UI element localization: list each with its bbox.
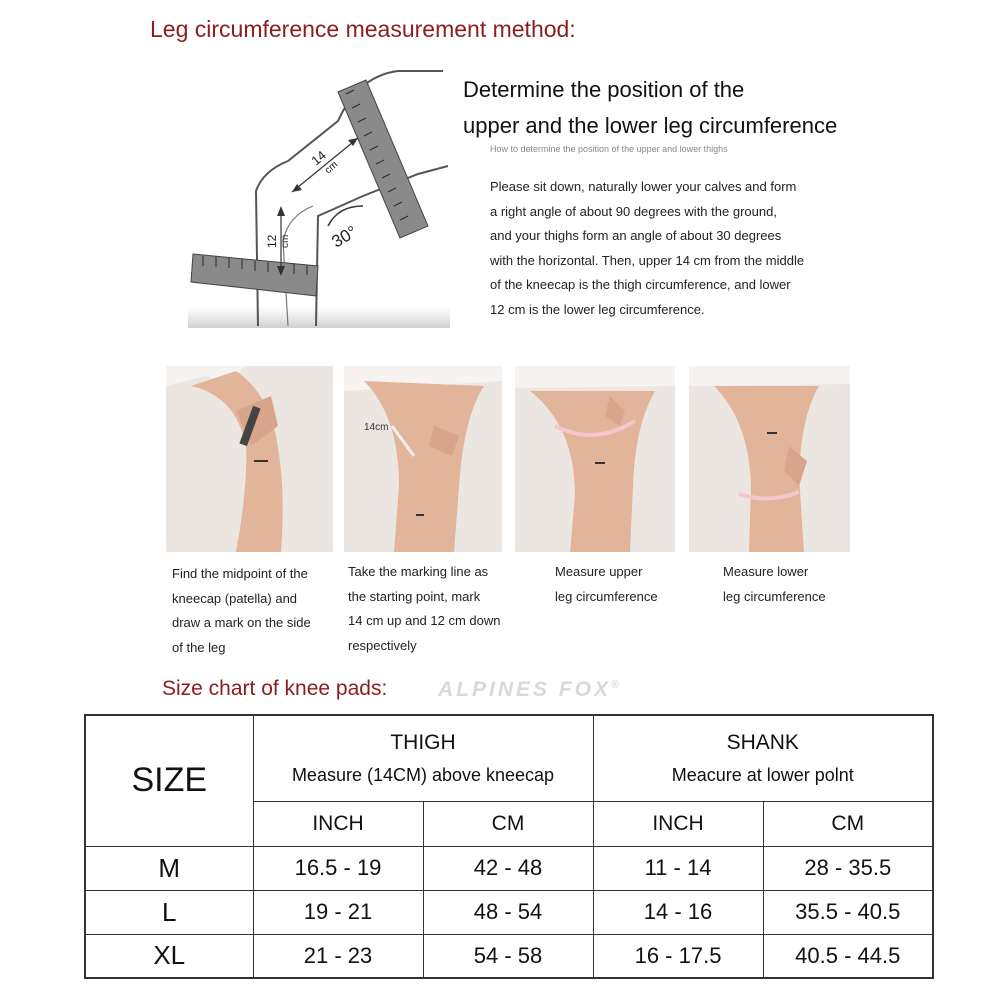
shank-title: SHANK [726, 730, 799, 754]
size-column-header: SIZE [85, 715, 253, 846]
caption-line: Measure lower [723, 564, 809, 579]
diagram-subtitle: How to determine the position of the upper and lower thighs [490, 144, 728, 154]
diagram-title-line1: Determine the position of the [463, 77, 745, 102]
size-chart-table [84, 714, 934, 979]
table-cell: 11 - 14 [593, 846, 763, 890]
table-cell: 14 - 16 [593, 890, 763, 934]
step-photo-3 [515, 366, 675, 552]
caption-line: 14 cm up and 12 cm down [348, 613, 501, 628]
brand-watermark [438, 678, 622, 702]
description-line: with the horizontal. Then, upper 14 cm from the middle [490, 252, 805, 268]
step-photo-1 [166, 366, 333, 552]
angle-label: 30° [328, 222, 361, 252]
thigh-title: THIGH [390, 730, 456, 754]
caption-line: kneecap (patella) and [172, 590, 298, 606]
registered-mark: ® [611, 679, 623, 691]
unit-header: CM [763, 801, 933, 846]
thigh-group-header [253, 715, 593, 801]
table-cell: 16 - 17.5 [593, 934, 763, 978]
caption-line: respectively [348, 637, 417, 653]
upper-distance-unit: cm [322, 159, 341, 177]
step-caption-2 [348, 560, 518, 658]
lower-tape-measure [191, 254, 318, 296]
step-photo-2 [344, 366, 502, 552]
size-chart-heading: Size chart of knee pads: [162, 677, 388, 700]
table-row [85, 846, 933, 890]
caption-line: Find the midpoint of the [172, 566, 308, 581]
table-cell: 16.5 - 19 [253, 846, 423, 890]
knee-diagram [188, 66, 450, 336]
description-line: a right angle of about 90 degrees with the ground, [490, 203, 777, 219]
brand-name: ALPINES FOX [438, 678, 612, 701]
size-label: L [85, 890, 253, 934]
shank-group-header [593, 715, 933, 801]
step-caption-3 [555, 560, 695, 609]
size-label: XL [85, 934, 253, 978]
diagram-title-line2: upper and the lower leg circumference [463, 113, 838, 138]
table-cell: 28 - 35.5 [763, 846, 933, 890]
unit-header: INCH [593, 801, 763, 846]
unit-header: INCH [253, 801, 423, 846]
table-cell: 21 - 23 [253, 934, 423, 978]
caption-line: Measure upper [555, 564, 643, 579]
caption-line: draw a mark on the side [172, 615, 311, 630]
description-line: of the kneecap is the thigh circumference, and lower [490, 277, 791, 292]
lower-distance-label: 12 [265, 234, 279, 248]
diagram-description [490, 175, 870, 322]
thigh-subtitle: Measure (14CM) above kneecap [291, 764, 555, 785]
table-cell: 19 - 21 [253, 890, 423, 934]
description-line: and your thighs form an angle of about 30 degrees [490, 228, 782, 243]
table-cell: 40.5 - 44.5 [763, 934, 933, 978]
shank-subtitle: Meacure at lower polnt [671, 764, 854, 785]
step-caption-4 [723, 560, 863, 609]
description-line: Please sit down, naturally lower your calves and form [490, 179, 797, 194]
caption-line: the starting point, mark [348, 588, 481, 604]
ruler-label: 14cm [364, 422, 389, 433]
upper-distance-label: 14 [308, 147, 330, 169]
step-photo-4 [689, 366, 850, 552]
table-cell: 48 - 54 [423, 890, 593, 934]
table-row [85, 890, 933, 934]
size-label: M [85, 846, 253, 890]
table-row [85, 934, 933, 978]
unit-header: CM [423, 801, 593, 846]
table-cell: 54 - 58 [423, 934, 593, 978]
table-cell: 42 - 48 [423, 846, 593, 890]
caption-line: of the leg [172, 639, 226, 655]
table-cell: 35.5 - 40.5 [763, 890, 933, 934]
upper-tape-measure [338, 80, 428, 238]
caption-line: Take the marking line as [348, 564, 489, 579]
description-line: 12 cm is the lower leg circumference. [490, 301, 705, 317]
measurement-heading: Leg circumference measurement method: [150, 16, 576, 42]
caption-line: leg circumference [555, 588, 658, 604]
step-caption-1 [172, 562, 342, 660]
caption-line: leg circumference [723, 588, 826, 604]
lower-distance-unit: cm [280, 234, 291, 248]
